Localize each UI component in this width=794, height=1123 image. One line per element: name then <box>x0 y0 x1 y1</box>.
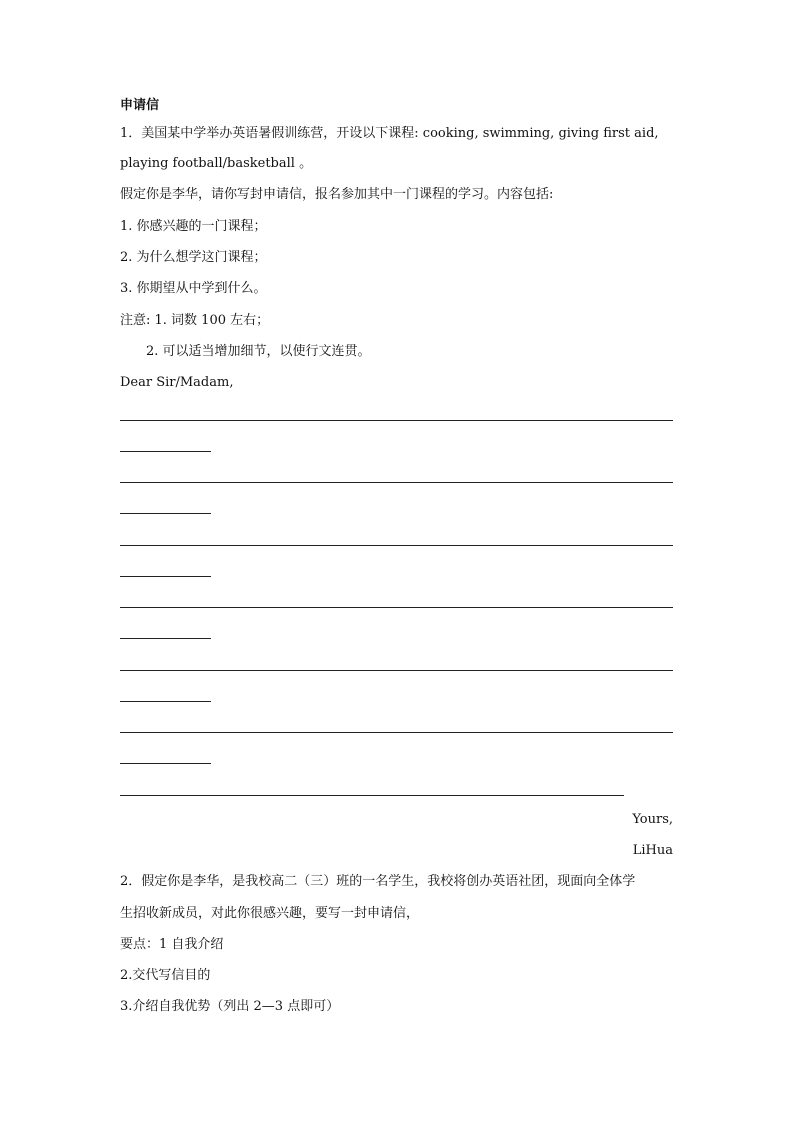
q2-point-3: 3.介绍自我优势（列出 2—3 点即可） <box>120 999 340 1014</box>
q2-point-2: 2.交代写信目的 <box>120 968 211 983</box>
writing-line <box>120 732 673 733</box>
q1-point-1: 1. 你感兴趣的一门课程； <box>120 219 267 234</box>
q2-prompt-line-1: 2．假定你是李华，是我校高二（三）班的一名学生，我校将创办英语社团，现面向全体学 <box>120 874 636 889</box>
writing-line <box>120 795 624 796</box>
writing-line <box>120 545 673 546</box>
section-title: 申请信 <box>120 98 160 113</box>
q1-note-1: 注意: 1. 词数 100 左右； <box>120 313 270 328</box>
writing-line <box>120 420 673 421</box>
q1-prompt-line-1: 1．美国某中学举办英语暑假训练营，开设以下课程: cooking, swimming, giving first aid, <box>120 126 659 141</box>
q2-point-1: 要点：1 自我介绍 <box>120 937 224 952</box>
q1-prompt-line-3: 假定你是李华，请你写封申请信，报名参加其中一门课程的学习。内容包括: <box>120 187 554 202</box>
writing-line <box>120 513 211 514</box>
signature: LiHua <box>632 843 673 858</box>
writing-line <box>120 670 673 671</box>
q1-point-2: 2. 为什么想学这门课程； <box>120 250 267 265</box>
writing-line <box>120 482 673 483</box>
closing: Yours, <box>632 812 673 827</box>
salutation: Dear Sir/Madam, <box>120 375 234 390</box>
q1-note-2: 2. 可以适当增加细节，以使行文连贯。 <box>146 344 371 359</box>
writing-line <box>120 638 211 639</box>
writing-line <box>120 607 673 608</box>
writing-line <box>120 576 211 577</box>
writing-line <box>120 701 211 702</box>
q2-prompt-line-2: 生招收新成员，对此你很感兴趣，要写一封申请信， <box>120 906 420 921</box>
q1-point-3: 3. 你期望从中学到什么。 <box>120 281 267 296</box>
writing-line <box>120 451 211 452</box>
writing-line <box>120 763 211 764</box>
q1-prompt-line-2: playing football/basketball 。 <box>120 156 313 171</box>
